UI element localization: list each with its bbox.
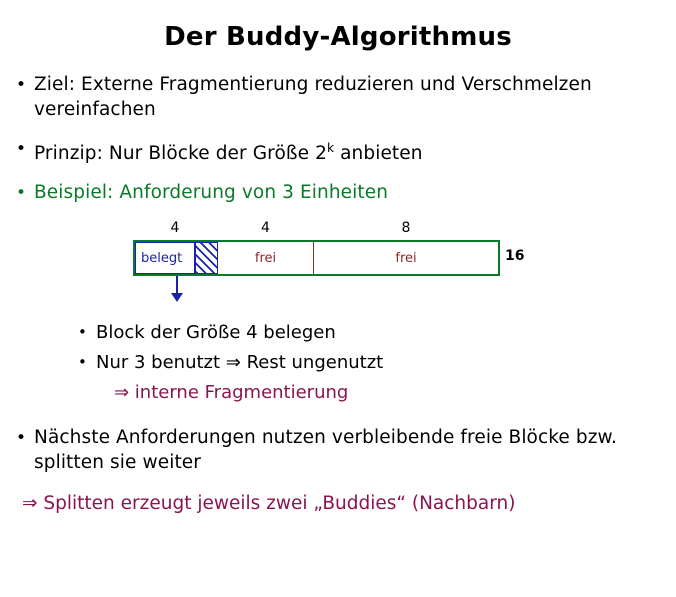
- sub-bullet-marker: •: [78, 323, 87, 342]
- bullet-marker: •: [16, 428, 27, 449]
- memory-bar: [133, 240, 500, 276]
- down-arrow-icon: [171, 293, 183, 302]
- segment-size-label-2: 4: [261, 220, 270, 237]
- bullet-list: [0, 72, 676, 206]
- bullet-text: Ziel: Externe Fragmentierung reduzieren und Verschmelzen vereinfachen: [34, 74, 592, 120]
- bullet-list-last: [0, 425, 676, 475]
- sub-bullet-item-nur3: [78, 350, 676, 375]
- sub-bullet-list: [0, 320, 676, 375]
- memory-diagram: [0, 220, 676, 290]
- exponent-k: k: [326, 141, 335, 155]
- segment-size-labels: [0, 220, 676, 240]
- bullet-marker: •: [16, 183, 27, 204]
- sub-bullet-text: Block der Größe 4 belegen: [96, 322, 336, 344]
- buddies-conclusion-note: ⇒ Splitten erzeugt jeweils zwei „Buddies“ (Nachbarn): [22, 493, 516, 515]
- bullet-item-naechste: [16, 425, 662, 475]
- bullet-text-prefix: Prinzip: Nur Blöcke der Größe 2: [34, 143, 327, 165]
- bullet-marker: •: [16, 75, 27, 95]
- bullet-text-suffix: anbieten: [334, 143, 423, 165]
- memory-segment-hatched: [195, 242, 218, 274]
- segment-size-label-3: 8: [401, 220, 411, 237]
- bullet-text: Nächste Anforderungen nutzen verbleibende freie Blöcke bzw. splitten sie weiter: [34, 427, 618, 474]
- memory-segment-free-2: frei: [395, 250, 417, 266]
- page-title: Der Buddy-Algorithmus: [164, 22, 512, 52]
- bullet-item-beispiel: [16, 180, 662, 206]
- memory-segment-free-1: frei: [218, 242, 314, 274]
- memory-segment-used: belegt: [135, 242, 195, 274]
- sub-bullet-marker: •: [78, 353, 87, 372]
- slide: [0, 22, 676, 597]
- internal-fragmentation-note: ⇒ interne Fragmentierung: [114, 382, 349, 404]
- sub-bullet-text: Nur 3 benutzt ⇒ Rest ungenutzt: [96, 352, 384, 374]
- memory-total-label: 16: [505, 248, 525, 265]
- bullet-marker: •: [16, 139, 27, 159]
- bullet-item-ziel: [16, 72, 662, 122]
- bullet-text: [34, 136, 423, 166]
- segment-size-label-1: 4: [170, 220, 180, 237]
- bullet-item-prinzip: [16, 136, 662, 166]
- bullet-text: Beispiel: Anforderung von 3 Einheiten: [34, 182, 389, 204]
- sub-bullet-item-block: [78, 320, 676, 345]
